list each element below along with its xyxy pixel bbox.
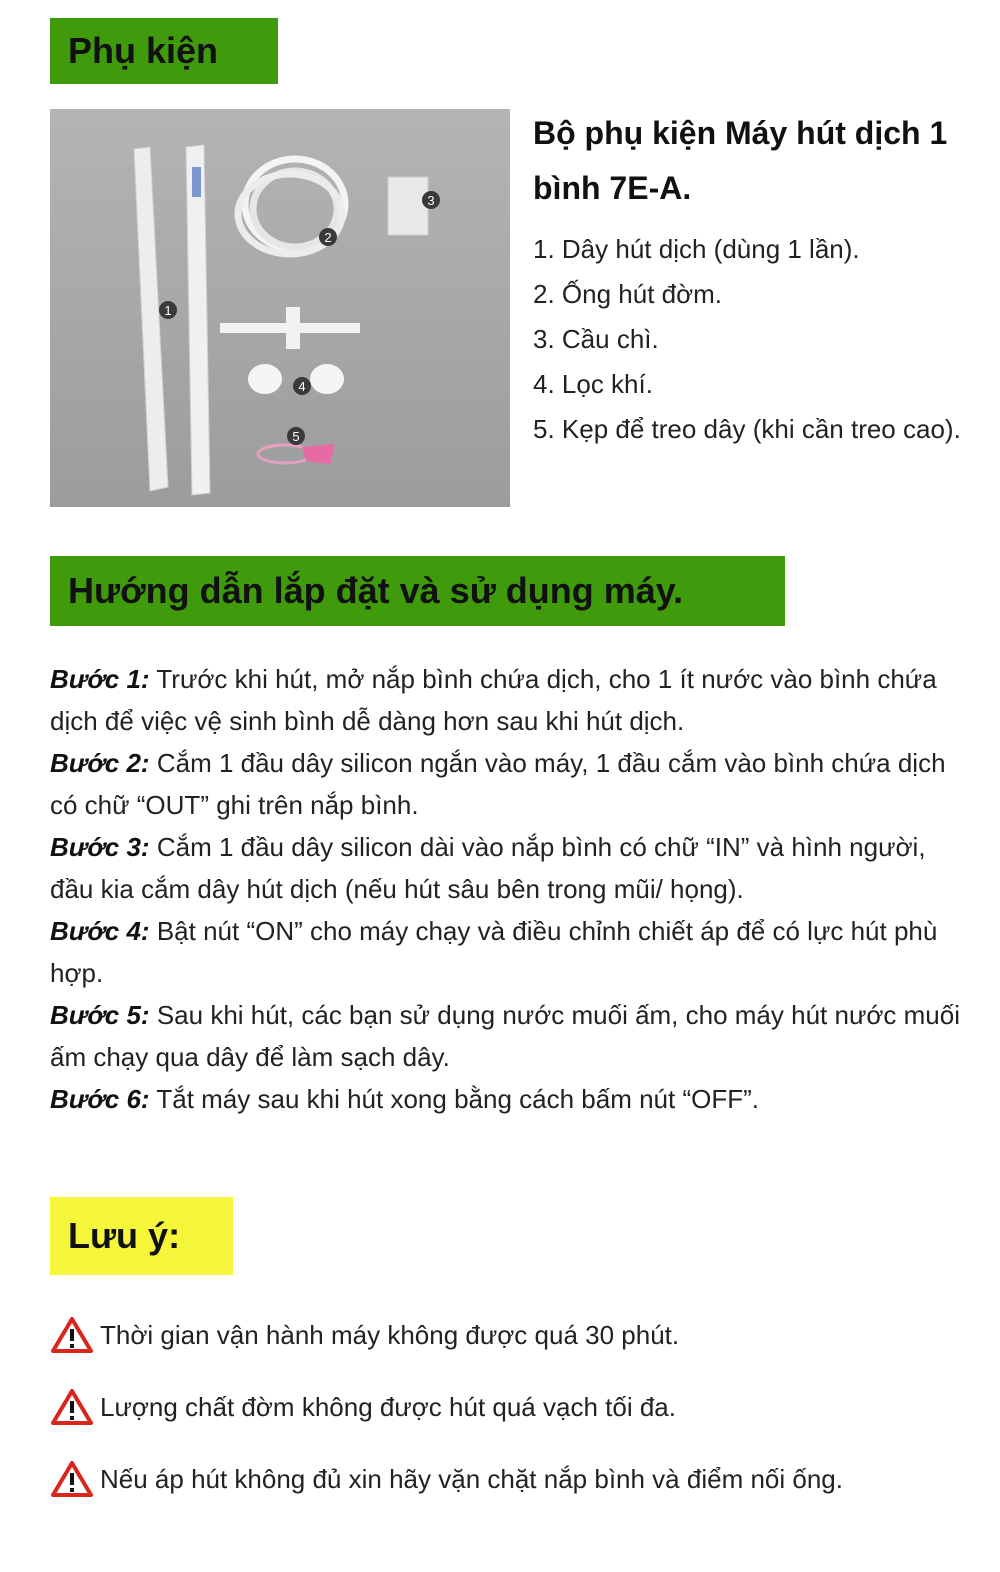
kit-item: 1. Dây hút dịch (dùng 1 lần). bbox=[533, 234, 860, 264]
kit-title: Bộ phụ kiện Máy hút dịch 1 bình 7E-A. bbox=[533, 115, 948, 206]
guide-steps bbox=[50, 658, 970, 1120]
step-label: Bước 5: bbox=[50, 1000, 150, 1030]
step-text: Tắt máy sau khi hút xong bằng cách bấm nút “OFF”. bbox=[149, 1084, 759, 1114]
marker-2 bbox=[319, 228, 337, 246]
step-text: Trước khi hút, mở nắp bình chứa dịch, cho 1 ít nước vào bình chứa dịch để việc vệ sinh bình dễ dàng hơn sau khi hút dịch. bbox=[50, 664, 937, 736]
marker-1 bbox=[159, 301, 177, 319]
step-4 bbox=[50, 910, 970, 994]
svg-text:5: 5 bbox=[292, 429, 300, 444]
accessories-photo bbox=[50, 109, 510, 507]
note-text: Lượng chất đờm không được hút quá vạch tối đa. bbox=[100, 1391, 676, 1422]
guide-heading: Hướng dẫn lắp đặt và sử dụng máy. bbox=[50, 556, 785, 626]
kit-item: 5. Kẹp để treo dây (khi cần treo cao). bbox=[533, 414, 961, 444]
svg-text:2: 2 bbox=[324, 230, 332, 245]
svg-text:3: 3 bbox=[427, 193, 435, 208]
accessories-illustration bbox=[50, 109, 510, 507]
kit-item: 2. Ống hút đờm. bbox=[533, 279, 723, 309]
fuse-bag-shape bbox=[388, 177, 428, 235]
warning-triangle-icon bbox=[50, 1388, 94, 1426]
marker-3 bbox=[422, 191, 440, 209]
note-item bbox=[50, 1460, 843, 1498]
step-text: Sau khi hút, các bạn sử dụng nước muối ấm, cho máy hút nước muối ấm chạy qua dây để làm sạch dây. bbox=[50, 1000, 960, 1072]
svg-text:1: 1 bbox=[164, 303, 172, 318]
step-2 bbox=[50, 742, 970, 826]
note-text: Thời gian vận hành máy không được quá 30 phút. bbox=[100, 1319, 680, 1350]
note-text: Nếu áp hút không đủ xin hãy vặn chặt nắp bình và điểm nối ống. bbox=[100, 1463, 843, 1494]
kit-item-list bbox=[533, 227, 973, 452]
warning-triangle-icon bbox=[50, 1316, 94, 1354]
svg-text:4: 4 bbox=[298, 379, 306, 394]
step-label: Bước 4: bbox=[50, 916, 150, 946]
step-3 bbox=[50, 826, 970, 910]
accessories-heading: Phụ kiện bbox=[50, 18, 278, 84]
step-label: Bước 2: bbox=[50, 748, 150, 778]
marker-4 bbox=[293, 377, 311, 395]
step-label: Bước 6: bbox=[50, 1084, 150, 1114]
marker-5 bbox=[287, 427, 305, 445]
kit-item: 4. Lọc khí. bbox=[533, 369, 653, 399]
warning-triangle-icon bbox=[50, 1460, 94, 1498]
notes-heading: Lưu ý: bbox=[50, 1197, 233, 1275]
note-item bbox=[50, 1316, 679, 1354]
step-text: Cắm 1 đầu dây silicon ngắn vào máy, 1 đầu cắm vào bình chứa dịch có chữ “OUT” ghi trên nắp bình. bbox=[50, 748, 946, 820]
kit-item: 3. Cầu chì. bbox=[533, 324, 659, 354]
step-label: Bước 1: bbox=[50, 664, 150, 694]
step-text: Cắm 1 đầu dây silicon dài vào nắp bình có chữ “IN” và hình người, đầu kia cắm dây hút dịch (nếu hút sâu bên trong mũi/ họng). bbox=[50, 832, 926, 904]
step-label: Bước 3: bbox=[50, 832, 150, 862]
step-1 bbox=[50, 658, 970, 742]
step-5 bbox=[50, 994, 970, 1078]
step-text: Bật nút “ON” cho máy chạy và điều chỉnh chiết áp để có lực hút phù hợp. bbox=[50, 916, 938, 988]
step-6 bbox=[50, 1078, 970, 1120]
note-item bbox=[50, 1388, 676, 1426]
